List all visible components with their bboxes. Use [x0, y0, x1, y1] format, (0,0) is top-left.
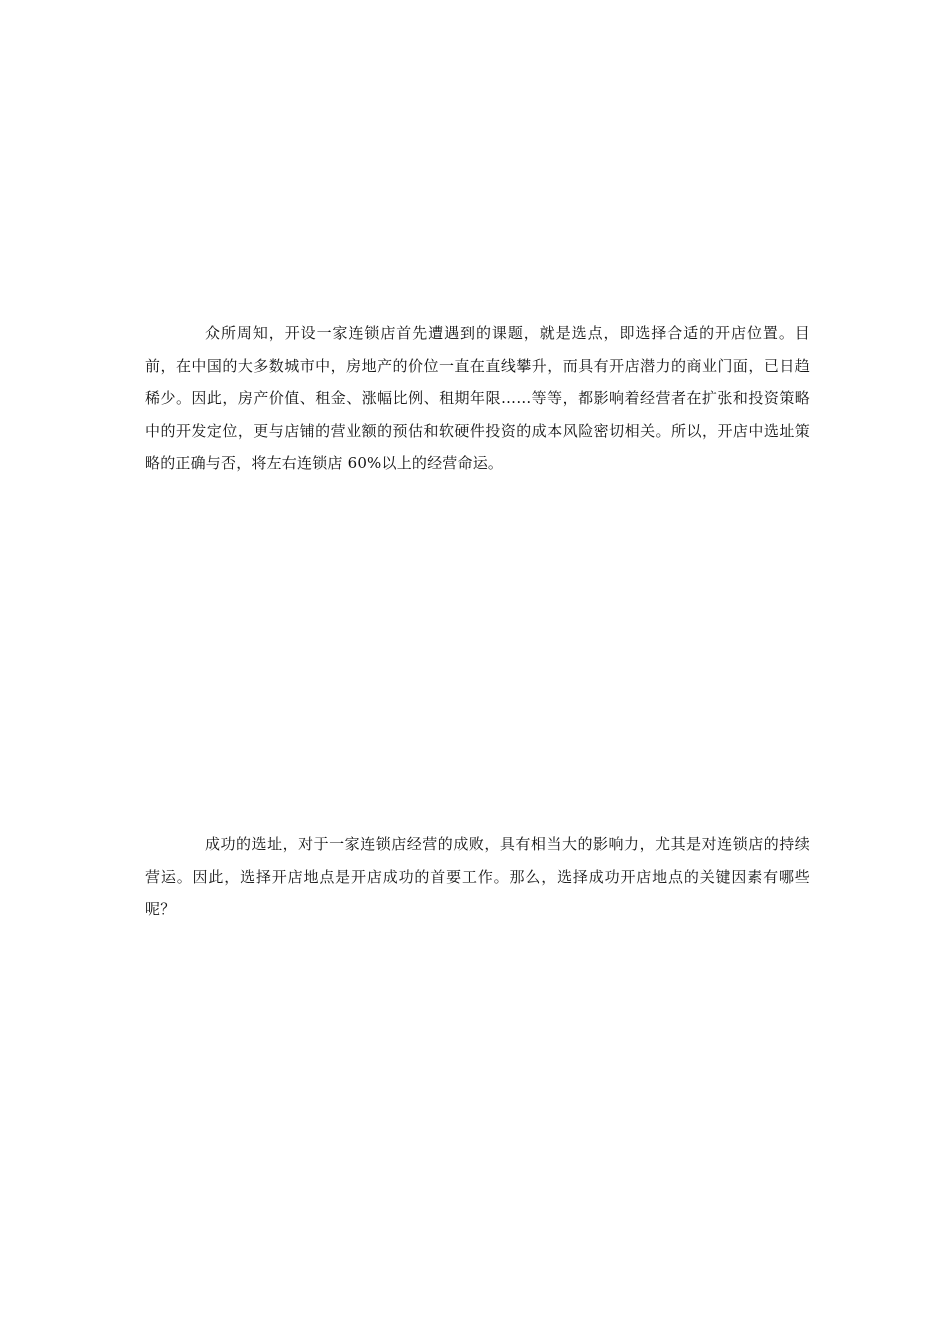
paragraph-key-factors-question: 成功的选址，对于一家连锁店经营的成败，具有相当大的影响力，尤其是对连锁店的持续营运。因此，选择开店地点是开店成功的首要工作。那么，选择成功开店地点的关键因素有哪些呢？ — [145, 835, 810, 918]
paragraph-site-selection-intro: 众所周知，开设一家连锁店首先遭遇到的课题，就是选点，即选择合适的开店位置。目前，在中国的大多数城市中，房地产的价位一直在直线攀升，而具有开店潜力的商业门面，已日趋稀少。因此，房产价值、租金、涨幅比例、租期年限……等等，都影响着经营者在扩张和投资策略中的开发定位，更与店铺的营业额的预估和软硬件投资的成本风险密切相关。所以，开店中选址策略的正确与否，将左右连锁店 60%以上的经营命运。 — [145, 324, 810, 472]
